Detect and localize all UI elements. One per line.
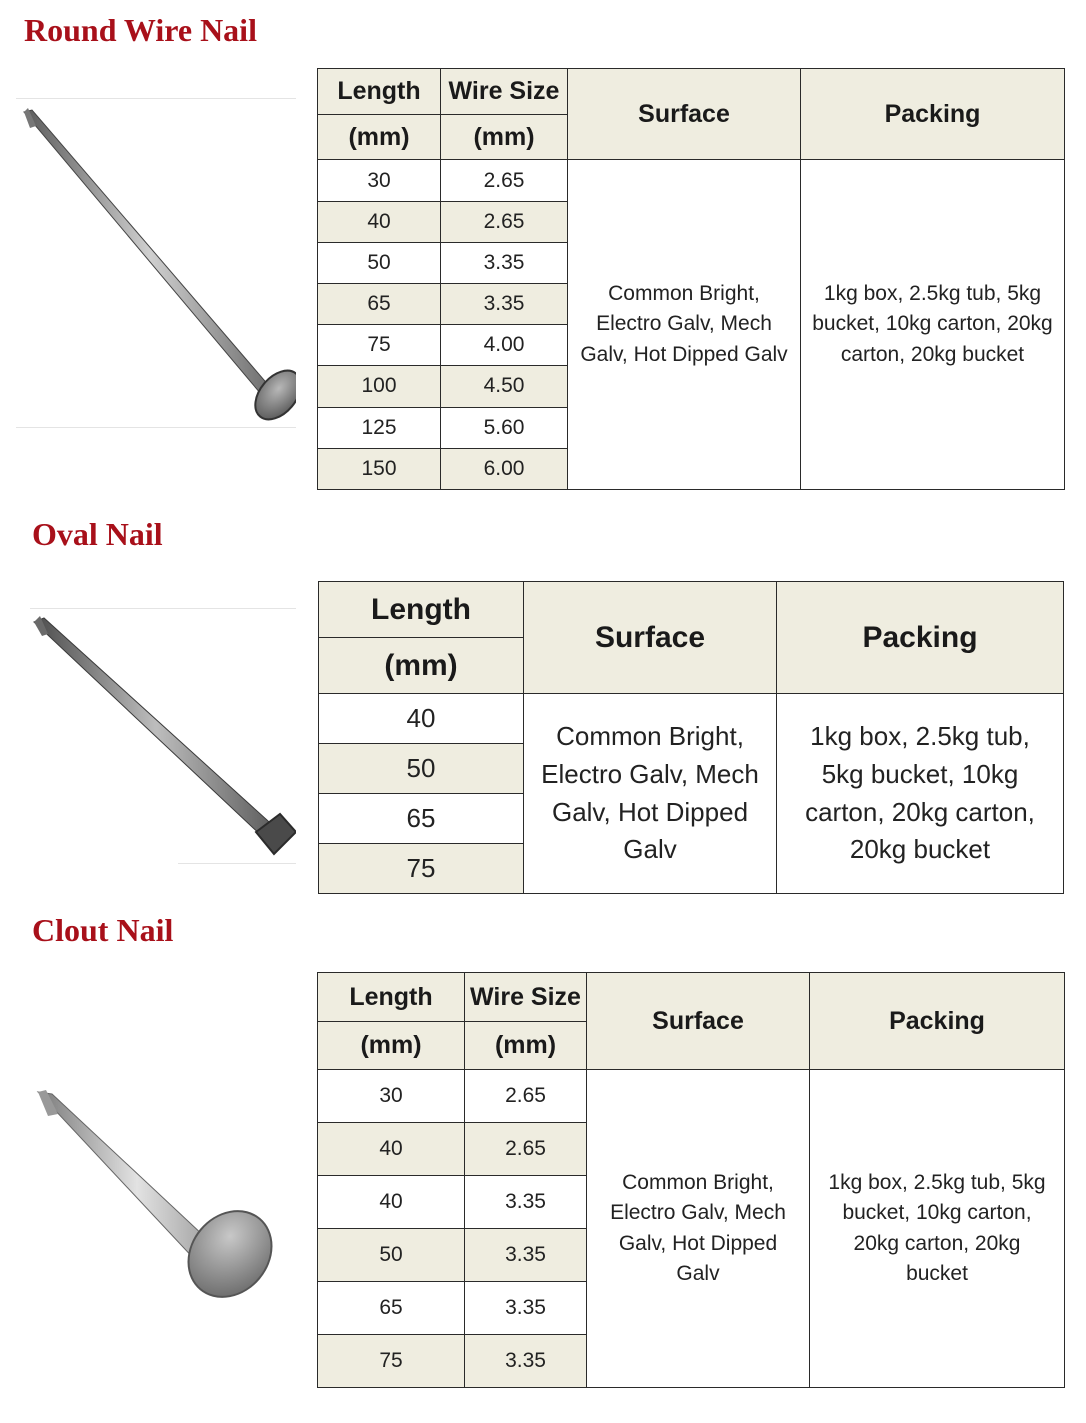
header-wire-unit: (mm) (465, 1022, 587, 1070)
round-wire-nail-image (16, 98, 296, 428)
cell-surface: Common Bright, Electro Galv, Mech Galv, Hot Dipped Galv (587, 1070, 810, 1388)
cell-wire-size: 2.65 (441, 160, 568, 201)
table-row (318, 1070, 1065, 1123)
cell-length: 75 (318, 1335, 465, 1388)
cell-length: 30 (318, 160, 441, 201)
header-surface: Surface (524, 582, 777, 694)
cell-wire-size: 3.35 (465, 1176, 587, 1229)
cell-wire-size: 5.60 (441, 407, 568, 448)
round-wire-nail-table (317, 68, 1064, 490)
cell-wire-size: 4.50 (441, 366, 568, 407)
cell-wire-size: 3.35 (465, 1229, 587, 1282)
header-length: Length (318, 973, 465, 1022)
header-packing: Packing (777, 582, 1064, 694)
cell-length: 50 (318, 1229, 465, 1282)
header-length-unit: (mm) (318, 1022, 465, 1070)
cell-length: 40 (318, 201, 441, 242)
header-packing: Packing (801, 69, 1065, 160)
cell-length: 40 (319, 694, 524, 744)
cell-length: 65 (318, 283, 441, 324)
header-wire-unit: (mm) (441, 115, 568, 160)
cell-packing: 1kg box, 2.5kg tub, 5kg bucket, 10kg carton, 20kg carton, 20kg bucket (810, 1070, 1065, 1388)
cell-length: 50 (319, 744, 524, 794)
header-length: Length (319, 582, 524, 638)
cell-surface: Common Bright, Electro Galv, Mech Galv, Hot Dipped Galv (568, 160, 801, 490)
header-surface: Surface (587, 973, 810, 1070)
cell-length: 65 (319, 794, 524, 844)
cell-length: 65 (318, 1282, 465, 1335)
cell-length: 125 (318, 407, 441, 448)
header-surface: Surface (568, 69, 801, 160)
cell-length: 40 (318, 1176, 465, 1229)
cell-packing: 1kg box, 2.5kg tub, 5kg bucket, 10kg carton, 20kg carton, 20kg bucket (777, 694, 1064, 894)
cell-wire-size: 3.35 (441, 283, 568, 324)
cell-wire-size: 2.65 (465, 1123, 587, 1176)
nail-icon (16, 98, 296, 428)
cell-length: 150 (318, 448, 441, 489)
section-title-clout-nail: Clout Nail (32, 912, 174, 948)
clout-nail-table (317, 972, 1064, 1387)
table-row (318, 160, 1065, 201)
table-row (319, 694, 1064, 744)
header-wire-size: Wire Size (465, 973, 587, 1022)
nail-icon (30, 608, 296, 864)
cell-packing: 1kg box, 2.5kg tub, 5kg bucket, 10kg carton, 20kg carton, 20kg bucket (801, 160, 1065, 490)
cell-wire-size: 2.65 (465, 1070, 587, 1123)
header-length-unit: (mm) (318, 115, 441, 160)
oval-nail-table (318, 581, 1063, 893)
cell-wire-size: 3.35 (465, 1282, 587, 1335)
clout-nail-image (32, 1080, 282, 1302)
cell-length: 75 (319, 844, 524, 894)
cell-wire-size: 3.35 (441, 242, 568, 283)
cell-surface: Common Bright, Electro Galv, Mech Galv, Hot Dipped Galv (524, 694, 777, 894)
header-length: Length (318, 69, 441, 115)
header-length-unit: (mm) (319, 638, 524, 694)
oval-nail-image (30, 608, 296, 864)
section-title-oval-nail: Oval Nail (32, 516, 163, 552)
header-packing: Packing (810, 973, 1065, 1070)
nail-icon (32, 1080, 282, 1302)
cell-length: 50 (318, 242, 441, 283)
cell-wire-size: 2.65 (441, 201, 568, 242)
cell-length: 40 (318, 1123, 465, 1176)
cell-length: 100 (318, 366, 441, 407)
section-title-round-wire-nail: Round Wire Nail (24, 12, 257, 48)
cell-wire-size: 4.00 (441, 325, 568, 366)
cell-wire-size: 6.00 (441, 448, 568, 489)
cell-length: 75 (318, 325, 441, 366)
header-wire-size: Wire Size (441, 69, 568, 115)
cell-length: 30 (318, 1070, 465, 1123)
cell-wire-size: 3.35 (465, 1335, 587, 1388)
